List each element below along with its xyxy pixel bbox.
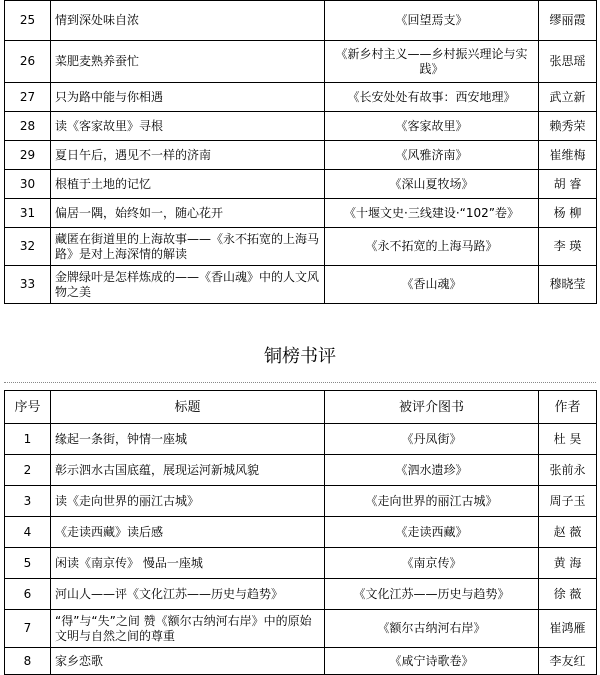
section-divider xyxy=(4,382,596,383)
cell-book: 《新乡村主义——乡村振兴理论与实践》 xyxy=(325,41,539,83)
table-row xyxy=(5,548,597,579)
cell-num: 5 xyxy=(5,548,51,579)
cell-book: 《走向世界的丽江古城》 xyxy=(325,486,539,517)
cell-title: 情到深处味自浓 xyxy=(51,1,325,41)
table-row xyxy=(5,517,597,548)
cell-num: 2 xyxy=(5,455,51,486)
header-num: 序号 xyxy=(5,391,51,424)
cell-book: 《永不拓宽的上海马路》 xyxy=(325,228,539,266)
cell-book: 《南京传》 xyxy=(325,548,539,579)
section-heading: 铜榜书评 xyxy=(264,346,336,367)
cell-num: 32 xyxy=(5,228,51,266)
table-row xyxy=(5,610,597,648)
cell-num: 4 xyxy=(5,517,51,548)
cell-author: 崔维梅 xyxy=(539,141,597,170)
table-row xyxy=(5,170,597,199)
cell-num: 6 xyxy=(5,579,51,610)
cell-book: 《额尔古纳河右岸》 xyxy=(325,610,539,648)
cell-title: 偏居一隅，始终如一，随心花开 xyxy=(51,199,325,228)
table-row xyxy=(5,579,597,610)
cell-title: 只为路中能与你相遇 xyxy=(51,83,325,112)
cell-author: 穆晓莹 xyxy=(539,266,597,304)
cell-title: 菜肥麦熟养蚕忙 xyxy=(51,41,325,83)
cell-title: 夏日午后，遇见不一样的济南 xyxy=(51,141,325,170)
cell-num: 31 xyxy=(5,199,51,228)
table-row xyxy=(5,141,597,170)
cell-title: 河山人——评《文化江苏——历史与趋势》 xyxy=(51,579,325,610)
cell-title: 彰示泗水古国底蕴，展现运河新城风貌 xyxy=(51,455,325,486)
table-row xyxy=(5,266,597,304)
cell-num: 29 xyxy=(5,141,51,170)
cell-book: 《香山魂》 xyxy=(325,266,539,304)
cell-author: 杜 昊 xyxy=(539,424,597,455)
cell-author: 李友红 xyxy=(539,648,597,675)
table-row xyxy=(5,1,597,41)
cell-book: 《客家故里》 xyxy=(325,112,539,141)
cell-author: 黄 海 xyxy=(539,548,597,579)
bronze-ranking-table xyxy=(4,390,597,675)
cell-book: 《回望焉支》 xyxy=(325,1,539,41)
cell-num: 8 xyxy=(5,648,51,675)
table-row xyxy=(5,455,597,486)
cell-author: 张前永 xyxy=(539,455,597,486)
table-row xyxy=(5,424,597,455)
cell-book: 《走读西藏》 xyxy=(325,517,539,548)
cell-author: 赵 薇 xyxy=(539,517,597,548)
cell-title: 缘起一条街，钟情一座城 xyxy=(51,424,325,455)
table-row xyxy=(5,112,597,141)
cell-author: 崔鸿雁 xyxy=(539,610,597,648)
cell-title: 闲读《南京传》 慢品一座城 xyxy=(51,548,325,579)
cell-num: 25 xyxy=(5,1,51,41)
cell-num: 28 xyxy=(5,112,51,141)
table-row xyxy=(5,486,597,517)
cell-num: 26 xyxy=(5,41,51,83)
cell-author: 徐 薇 xyxy=(539,579,597,610)
cell-author: 胡 睿 xyxy=(539,170,597,199)
cell-title: 根植于土地的记忆 xyxy=(51,170,325,199)
cell-title: 家乡恋歌 xyxy=(51,648,325,675)
cell-title: 金牌绿叶是怎样炼成的——《香山魂》中的人文风物之美 xyxy=(51,266,325,304)
cell-author: 李 瑛 xyxy=(539,228,597,266)
header-title: 标题 xyxy=(51,391,325,424)
cell-author: 武立新 xyxy=(539,83,597,112)
cell-author: 赖秀荣 xyxy=(539,112,597,141)
table-row xyxy=(5,228,597,266)
cell-book: 《文化江苏——历史与趋势》 xyxy=(325,579,539,610)
cell-title: 读《走向世界的丽江古城》 xyxy=(51,486,325,517)
cell-num: 27 xyxy=(5,83,51,112)
table-row xyxy=(5,648,597,675)
cell-num: 30 xyxy=(5,170,51,199)
cell-book: 《风雅济南》 xyxy=(325,141,539,170)
top-ranking-table-body xyxy=(5,1,597,304)
cell-author: 缪丽霞 xyxy=(539,1,597,41)
table-header-row xyxy=(5,391,597,424)
cell-num: 1 xyxy=(5,424,51,455)
cell-title: 藏匿在街道里的上海故事——《永不拓宽的上海马路》是对上海深情的解读 xyxy=(51,228,325,266)
table-row xyxy=(5,199,597,228)
cell-book: 《深山夏牧场》 xyxy=(325,170,539,199)
table-row xyxy=(5,41,597,83)
cell-title: “得”与“失”之间 赞《额尔古纳河右岸》中的原始文明与自然之间的尊重 xyxy=(51,610,325,648)
cell-title: 读《客家故里》寻根 xyxy=(51,112,325,141)
header-author: 作者 xyxy=(539,391,597,424)
cell-num: 33 xyxy=(5,266,51,304)
cell-book: 《泗水遗珍》 xyxy=(325,455,539,486)
cell-book: 《长安处处有故事：西安地理》 xyxy=(325,83,539,112)
cell-num: 7 xyxy=(5,610,51,648)
table-row xyxy=(5,83,597,112)
cell-author: 张思瑶 xyxy=(539,41,597,83)
cell-author: 杨 柳 xyxy=(539,199,597,228)
cell-book: 《咸宁诗歌卷》 xyxy=(325,648,539,675)
cell-author: 周子玉 xyxy=(539,486,597,517)
bronze-ranking-table-body xyxy=(5,424,597,675)
cell-num: 3 xyxy=(5,486,51,517)
top-ranking-table xyxy=(4,0,597,304)
cell-book: 《丹凤街》 xyxy=(325,424,539,455)
cell-title: 《走读西藏》读后感 xyxy=(51,517,325,548)
cell-book: 《十堰文史·三线建设·“102”卷》 xyxy=(325,199,539,228)
header-book: 被评介图书 xyxy=(325,391,539,424)
